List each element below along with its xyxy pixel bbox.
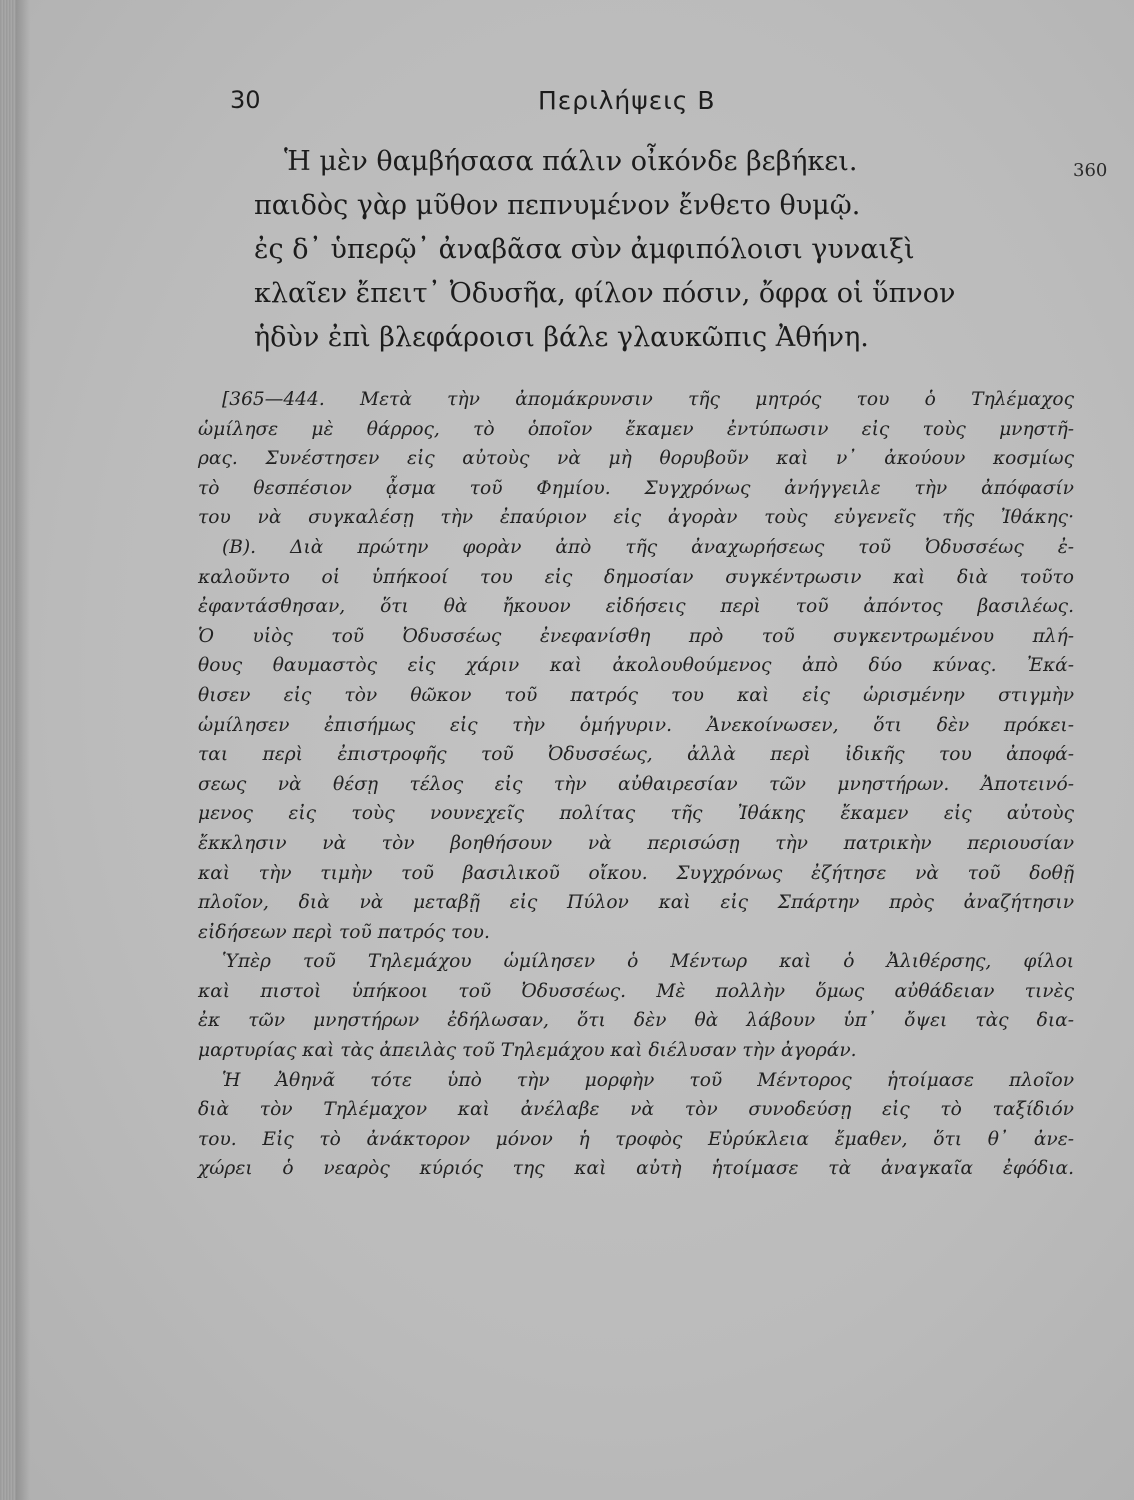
summary-line: Ἡ Ἀθηνᾶ τότε ὑπὸ τὴν μορφὴν τοῦ Μέντορος ἡτοίμασε πλοῖον	[222, 1069, 1074, 1091]
summary-line: Ὑπὲρ τοῦ Τηλεμάχου ὡμίλησεν ὁ Μέντωρ καὶ ὁ Ἀλιθέρσης, φίλοι	[222, 951, 1074, 973]
verse-line: ἡδὺν ἐπὶ βλεφάροισι βάλε γλαυκῶπις Ἀθήνη.	[254, 322, 869, 353]
verse-line: Ἡ μὲν θαμβήσασα πάλιν οἶκόνδε βεβήκει.	[284, 146, 858, 177]
summary-line: μαρτυρίας καὶ τὰς ἀπειλὰς τοῦ Τηλεμάχου καὶ διέλυσαν τὴν ἀγοράν.	[198, 1040, 857, 1062]
verse-line-number: 360	[1073, 160, 1108, 181]
summary-line: (Β). Διὰ πρώτην φορὰν ἀπὸ τῆς ἀναχωρήσεως τοῦ Ὀδυσσέως ἐ-	[222, 536, 1074, 558]
summary-line: διὰ τὸν Τηλέμαχον καὶ ἀνέλαβε νὰ τὸν συνοδεύσῃ εἰς τὸ ταξίδιόν	[198, 1099, 1074, 1121]
summary-line: Ὁ υἱὸς τοῦ Ὀδυσσέως ἐνεφανίσθη πρὸ τοῦ συγκεντρωμένου πλή-	[198, 625, 1074, 647]
verse-block	[254, 140, 1014, 360]
gutter-shadow	[16, 0, 30, 1500]
summary-line: καὶ πιστοὶ ὑπήκοοι τοῦ Ὀδυσσέως. Μὲ πολλὴν ὅμως αὐθάδειαν τινὲς	[198, 980, 1074, 1002]
summary-line: θους θαυμαστὸς εἰς χάριν καὶ ἀκολουθούμενος ἀπὸ δύο κύνας. Ἐκά-	[198, 655, 1074, 677]
book-page-edges	[0, 0, 16, 1500]
summary-line: [365—444. Μετὰ τὴν ἀπομάκρυνσιν τῆς μητρός του ὁ Τηλέμαχος	[222, 389, 1074, 410]
verse-line: κλαῖεν ἔπειτ᾽ Ὀδυσῆα, φίλον πόσιν, ὄφρα οἱ ὕπνον	[254, 278, 956, 309]
summary-line: θισεν εἰς τὸν θῶκον τοῦ πατρός του καὶ εἰς ὡρισμένην στιγμὴν	[198, 684, 1074, 706]
summary-line: του νὰ συγκαλέσῃ τὴν ἐπαύριον εἰς ἀγορὰν τοὺς εὐγενεῖς τῆς Ἰθάκης·	[198, 507, 1074, 529]
summary-block	[198, 385, 1074, 1184]
summary-line: ὡμίλησεν ἐπισήμως εἰς τὴν ὁμήγυριν. Ἀνεκοίνωσεν, ὅτι δὲν πρόκει-	[198, 714, 1074, 736]
summary-line: καλοῦντο οἱ ὑπήκοοί του εἰς δημοσίαν συγκέντρωσιν καὶ διὰ τοῦτο	[198, 566, 1074, 588]
running-title: Περιλήψεις Β	[538, 86, 716, 115]
page-number: 30	[230, 86, 261, 114]
verse-line: παιδὸς γὰρ μῦθον πεπνυμένον ἔνθετο θυμῷ.	[254, 190, 861, 221]
summary-line: ἔκκλησιν νὰ τὸν βοηθήσουν νὰ περισώσῃ τὴν πατρικὴν περιουσίαν	[198, 832, 1074, 854]
summary-line: ἐκ τῶν μνηστήρων ἐδήλωσαν, ὅτι δὲν θὰ λάβουν ὑπ᾽ ὄψει τὰς δια-	[198, 1010, 1074, 1032]
summary-line: μενος εἰς τοὺς νουνεχεῖς πολίτας τῆς Ἰθάκης ἔκαμεν εἰς αὐτοὺς	[198, 803, 1074, 825]
summary-line: ται περὶ ἐπιστροφῆς τοῦ Ὀδυσσέως, ἀλλὰ περὶ ἰδικῆς του ἀποφά-	[198, 744, 1074, 766]
summary-line: ἐφαντάσθησαν, ὅτι θὰ ἤκουον εἰδήσεις περὶ τοῦ ἀπόντος βασιλέως.	[198, 596, 1074, 618]
summary-line: σεως νὰ θέσῃ τέλος εἰς τὴν αὐθαιρεσίαν τῶν μνηστήρων. Ἀποτεινό-	[198, 773, 1074, 795]
summary-line: ὡμίλησε μὲ θάρρος, τὸ ὁποῖον ἔκαμεν ἐντύπωσιν εἰς τοὺς μνηστῆ-	[198, 418, 1074, 440]
summary-line: χώρει ὁ νεαρὸς κύριός της καὶ αὐτὴ ἡτοίμασε τὰ ἀναγκαῖα ἐφόδια.	[198, 1158, 1074, 1180]
summary-line: του. Εἰς τὸ ἀνάκτορον μόνον ἡ τροφὸς Εὐρύκλεια ἔμαθεν, ὅτι θ᾽ ἀνε-	[198, 1128, 1074, 1150]
summary-line: καὶ τὴν τιμὴν τοῦ βασιλικοῦ οἴκου. Συγχρόνως ἐζήτησε νὰ τοῦ δοθῇ	[198, 862, 1074, 884]
verse-line: ἐς δ᾽ ὑπερῷ᾽ ἀναβᾶσα σὺν ἀμφιπόλοισι γυναιξὶ	[254, 234, 915, 265]
summary-line: πλοῖον, διὰ νὰ μεταβῇ εἰς Πύλον καὶ εἰς Σπάρτην πρὸς ἀναζήτησιν	[198, 892, 1074, 914]
summary-line: τὸ θεσπέσιον ᾆσμα τοῦ Φημίου. Συγχρόνως ἀνήγγειλε τὴν ἀπόφασίν	[198, 477, 1074, 499]
summary-line: εἰδήσεων περὶ τοῦ πατρός του.	[198, 921, 490, 943]
summary-line: ρας. Συνέστησεν εἰς αὐτοὺς νὰ μὴ θορυβοῦν καὶ ν᾽ ἀκούουν κοσμίως	[198, 448, 1074, 470]
